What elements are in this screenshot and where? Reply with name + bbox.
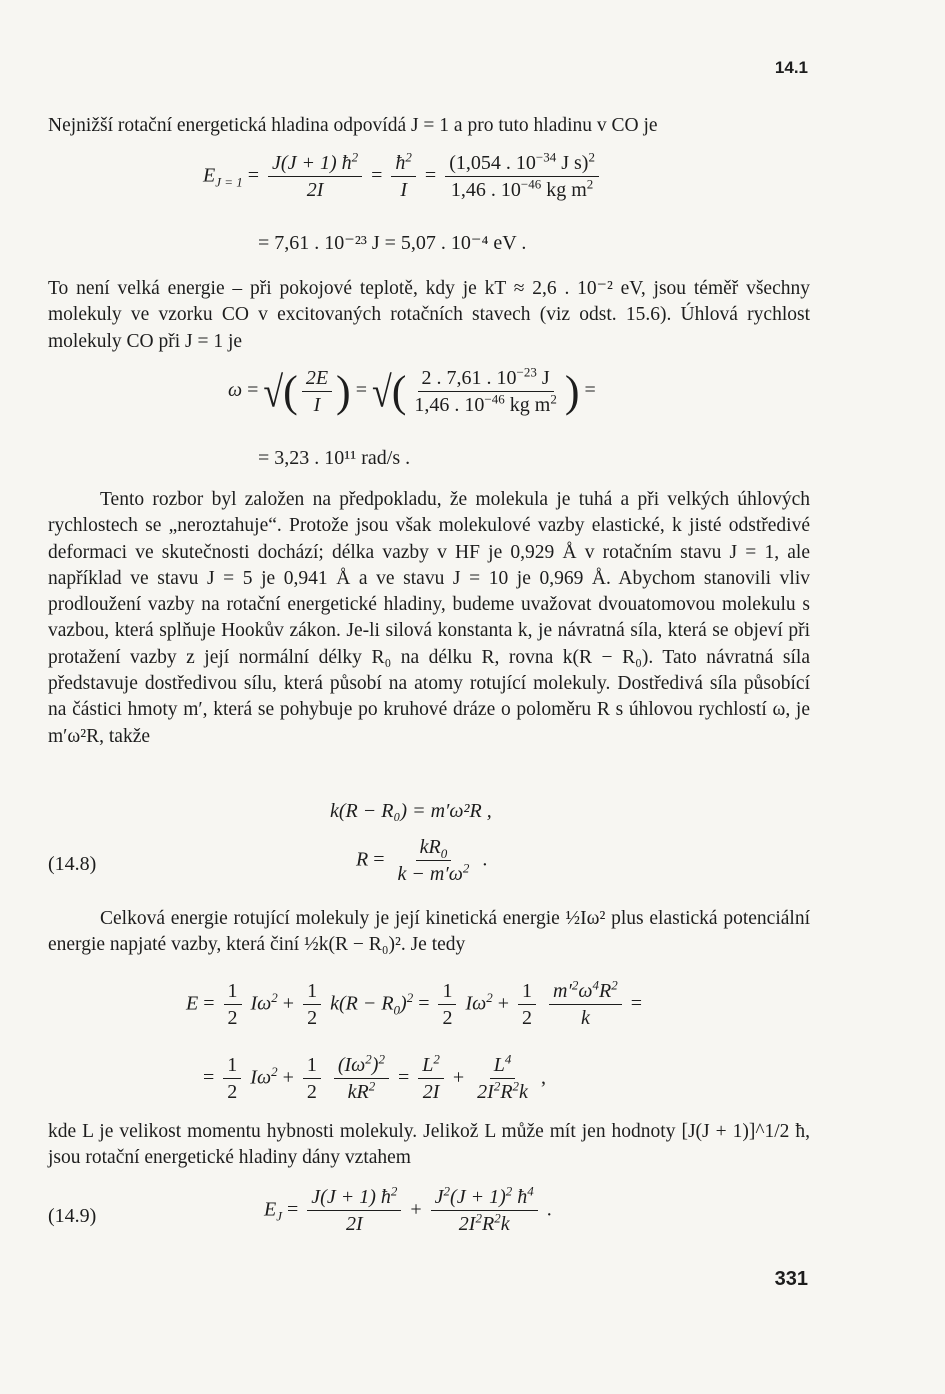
equation-total-energy-continued: = $\frac{1}{2}$ $I\omega^2$ + $\frac{1}{2}$ $\frac{(I\omega^2)^2}{kR^2}$ = $\frac{L^2}{2I}$ + $\frac{L^4}{2I^2R^2k}$ , <box>203 1051 546 1103</box>
equation-centripetal: k(R − R₀) = m′ω²R , <box>330 800 492 822</box>
equation-angular-velocity: ω = √( $\frac{2E}{I}$ ) = √( $\frac{2 . 7,61 . 10^{-23} J}{1,46 . 10^{-46} kg m^2}$ ) = <box>228 363 596 416</box>
equation-number-14-8: (14.8) <box>48 853 97 875</box>
paragraph-2: To není velká energie – při pokojové teplotě, kdy je kT ≈ 2,6 . 10⁻² eV, jsou téměř všechny molekuly ve vzorku CO v excitovaných rotačních stavech (viz odst. 15.6). Úhlová rychlost molekuly CO při J = 1 je <box>48 278 810 352</box>
paragraph-3: Tento rozbor byl založen na předpokladu, že molekula je tuhá a při velkých úhlových rychlostech se „neroztahuje“. Protože jsou však molekulové vazby elastické, k jisté odstředivé deformaci ve skutečnosti dochází; délka vazby v HF je 0,929 Å v rotačním stavu J = 1, ale například ve stavu J = 5 je 0,941 Å a ve stavu J = 10 je 0,969 Å. Abychom stanovili vliv prodloužení vazby na rotační energetické hladiny, budeme uvažovat dvouatomovou molekulu s vazbou, která splňuje Hookův zákon. Je-li silová konstanta k, je návratná síla, která se objeví při protažení vazby z její normální délky R₀ na délku R, rovna k(R − R₀). Tato návratná síla představuje dostředivou sílu, která působí na atomy rotující molekuly. Dostředivá síla působící na částici hmoty m′, která se pohybuje po kruhové dráze o poloměru R s úhlovou rychlostí ω, je m′ω²R, takže <box>48 489 810 747</box>
equation-14-8: R = $\frac{kR_0}{k - m'\omega^2}$ . <box>356 836 488 885</box>
paragraph-1: Nejnižší rotační energetická hladina odpovídá J = 1 a pro tuto hladinu v CO je <box>48 115 658 136</box>
paragraph-5: kde L je velikost momentu hybnosti molekuly. Jelikož L může mít jen hodnoty [J(J + 1)]^1/2 ħ, jsou rotační energetické hladiny dány vztahem <box>48 1121 810 1169</box>
equation-14-9: $E_J$ = $\frac{J(J + 1) ħ^2}{2I}$ + $\frac{J^2(J + 1)^2 ħ^4}{2I^2R^2k}$ . <box>264 1183 552 1235</box>
equation-energy-j1: $E_{J = 1}$ = $\frac{J(J + 1) ħ^2}{2I}$ = $\frac{ħ^2}{I}$ = $\frac{(1,054 . 10^{-34} J s)^2}{1,46 . 10^{-46} kg m^2}$ <box>203 152 603 202</box>
paragraph-4: Celková energie rotující molekuly je její kinetická energie ½Iω² plus elastická potenciální energie napjaté vazby, která činí ½k(R − R₀)². Je tedy <box>48 908 810 956</box>
equation-number-14-9: (14.9) <box>48 1205 97 1227</box>
page-number: 331 <box>774 1268 808 1290</box>
equation-angular-velocity-result: = 3,23 . 10¹¹ rad/s . <box>258 447 411 469</box>
equation-energy-j1-result: = 7,61 . 10⁻²³ J = 5,07 . 10⁻⁴ eV . <box>258 232 527 254</box>
equation-total-energy: E = $\frac{1}{2}$ $I\omega^2$ + $\frac{1}{2}$ $k(R - R_0)^2$ = $\frac{1}{2}$ $I\omega^2$ + $\frac{1}{2}$ $\frac{m'^2\omega^4R^2}{k}$ = <box>186 977 642 1029</box>
section-number: 14.1 <box>774 58 808 77</box>
